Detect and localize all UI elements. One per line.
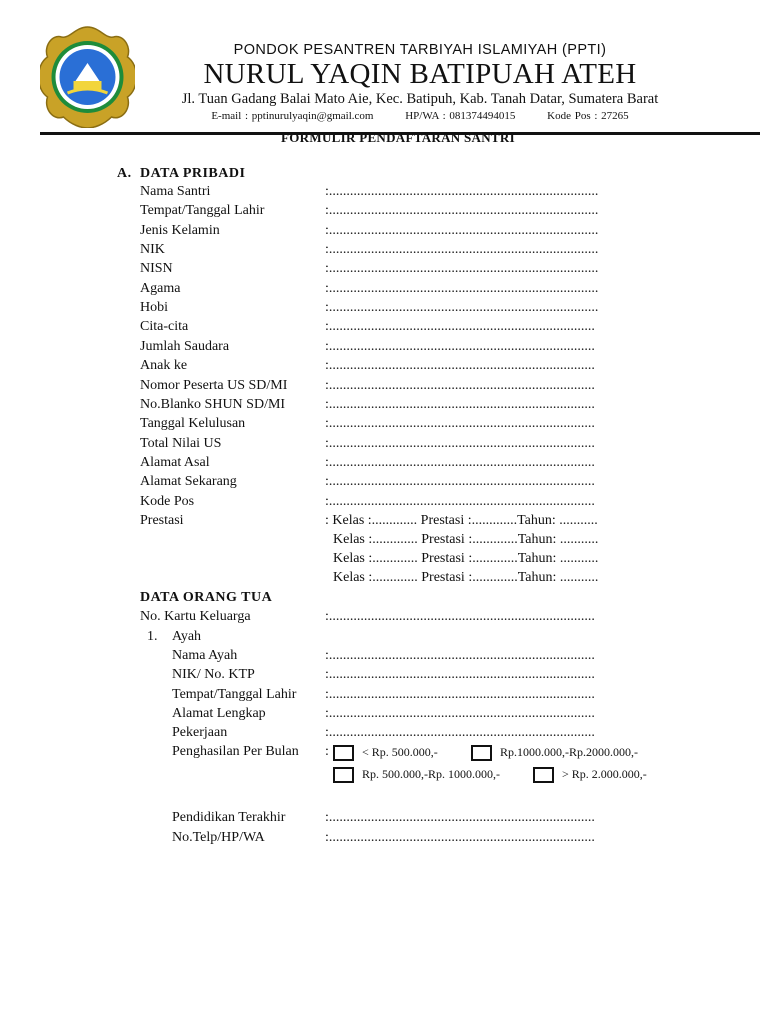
personal-field-input[interactable]: :............................................................................. [325,300,599,316]
personal-field-label: Jenis Kelamin [140,222,220,238]
family-card-field[interactable]: :............................................................................ [325,609,595,624]
personal-field-input[interactable]: :............................................................................. [325,184,599,199]
income-option[interactable] [333,744,438,761]
income-option-label: Rp. 500.000,-Rp. 1000.000,- [362,767,500,781]
father-field-label: Alamat Lengkap [172,705,266,721]
section-a-title: DATA PRIBADI [140,166,246,181]
income-option[interactable] [471,744,638,761]
school-postal-code: Kode Pos : 27265 [547,110,629,122]
personal-field-label: Hobi [140,300,168,316]
father-field-input[interactable]: :............................................................................ [325,725,595,741]
income-option[interactable] [333,766,500,783]
personal-field-label: Alamat Sekarang [140,474,237,490]
family-card-label: No. Kartu Keluarga [140,609,251,624]
personal-field-input[interactable]: :............................................................................. [325,242,599,258]
father-field-label: Pendidikan Terakhir [172,810,286,825]
prestasi-line[interactable]: Kelas :............. Prestasi :.............Tahun: ........... [333,532,599,547]
personal-field-label: Kode Pos [140,493,195,509]
father-field-input[interactable]: :............................................................................ [325,667,595,683]
personal-field-label: Anak ke [140,358,188,374]
father-field-input[interactable]: :............................................................................ [325,810,595,825]
personal-field-input[interactable]: :............................................................................ [325,454,595,470]
prestasi-line[interactable]: Kelas :............. Prestasi :.............Tahun: ........... [333,551,599,566]
income-option[interactable] [533,766,647,783]
father-field-input[interactable]: :............................................................................ [325,648,595,663]
school-logo [40,26,135,128]
school-phone: HP/WA : 081374494015 [405,110,516,122]
income-checkbox[interactable] [333,745,354,761]
father-field-label: Tempat/Tanggal Lahir [172,686,297,702]
section-parents-title: DATA ORANG TUA [140,590,273,605]
father-field-label: Nama Ayah [172,648,238,663]
personal-field-input[interactable]: :............................................................................ [325,319,595,335]
personal-field-label: Jumlah Saudara [140,338,230,354]
personal-field-label: Total Nilai US [140,435,222,451]
personal-field-input[interactable]: :............................................................................. [325,222,599,238]
school-org-name: PONDOK PESANTREN TARBIYAH ISLAMIYAH (PPTI) [233,42,607,58]
personal-field-input[interactable]: :............................................................................. [325,261,599,277]
personal-field-input[interactable]: :............................................................................ [325,358,595,374]
personal-field-label: Tanggal Kelulusan [140,416,246,432]
father-number: 1. [147,629,158,644]
father-field-input[interactable]: :............................................................................ [325,829,595,845]
father-field-input[interactable]: :............................................................................ [325,705,595,721]
personal-field-input[interactable]: :............................................................................ [325,435,595,451]
personal-field-label: Nomor Peserta US SD/MI [140,377,288,393]
personal-field-label: NIK [140,242,165,258]
personal-field-input[interactable]: :............................................................................. [325,203,599,219]
personal-field-input[interactable]: :............................................................................ [325,416,595,432]
father-heading: Ayah [172,629,202,644]
personal-field-label: NISN [140,261,173,277]
prestasi-line[interactable]: : Kelas :............. Prestasi :.............Tahun: ........... [325,513,598,528]
income-option-label: > Rp. 2.000.000,- [562,767,647,781]
income-checkbox[interactable] [471,745,492,761]
personal-field-label: Nama Santri [140,184,211,199]
prestasi-label: Prestasi [140,513,184,528]
personal-field-input[interactable]: :............................................................................ [325,338,595,354]
school-address: Jl. Tuan Gadang Balai Mato Aie, Kec. Batipuh, Kab. Tanah Datar, Sumatera Barat [181,91,659,107]
school-name: NURUL YAQIN BATIPUAH ATEH [203,58,637,90]
personal-field-input[interactable]: :............................................................................ [325,474,595,490]
section-a-letter: A. [117,166,132,181]
personal-field-label: Cita-cita [140,319,189,335]
personal-field-input[interactable]: :............................................................................ [325,377,595,393]
personal-field-label: Alamat Asal [140,454,210,470]
personal-field-input[interactable]: :............................................................................. [325,280,599,296]
personal-field-input[interactable]: :............................................................................ [325,493,595,509]
form-title: FORMULIR PENDAFTARAN SANTRI [281,133,515,145]
personal-field-label: Agama [140,280,181,296]
father-field-label: No.Telp/HP/WA [172,829,265,845]
personal-field-input[interactable]: :............................................................................ [325,396,595,412]
income-option-label: Rp.1000.000,-Rp.2000.000,- [500,745,638,759]
income-label: Penghasilan Per Bulan [172,744,299,759]
father-field-label: Pekerjaan [172,725,228,741]
income-checkbox[interactable] [533,767,554,783]
school-contact [160,110,680,122]
income-colon: : [325,744,329,759]
personal-field-label: No.Blanko SHUN SD/MI [140,396,286,412]
income-option-label: < Rp. 500.000,- [362,745,438,759]
father-field-input[interactable]: :............................................................................ [325,686,595,702]
income-checkbox[interactable] [333,767,354,783]
school-email: E-mail : pptinurulyaqin@gmail.com [211,110,374,122]
personal-field-label: Tempat/Tanggal Lahir [140,203,265,219]
father-field-label: NIK/ No. KTP [172,667,255,683]
prestasi-line[interactable]: Kelas :............. Prestasi :.............Tahun: ........... [333,570,599,585]
